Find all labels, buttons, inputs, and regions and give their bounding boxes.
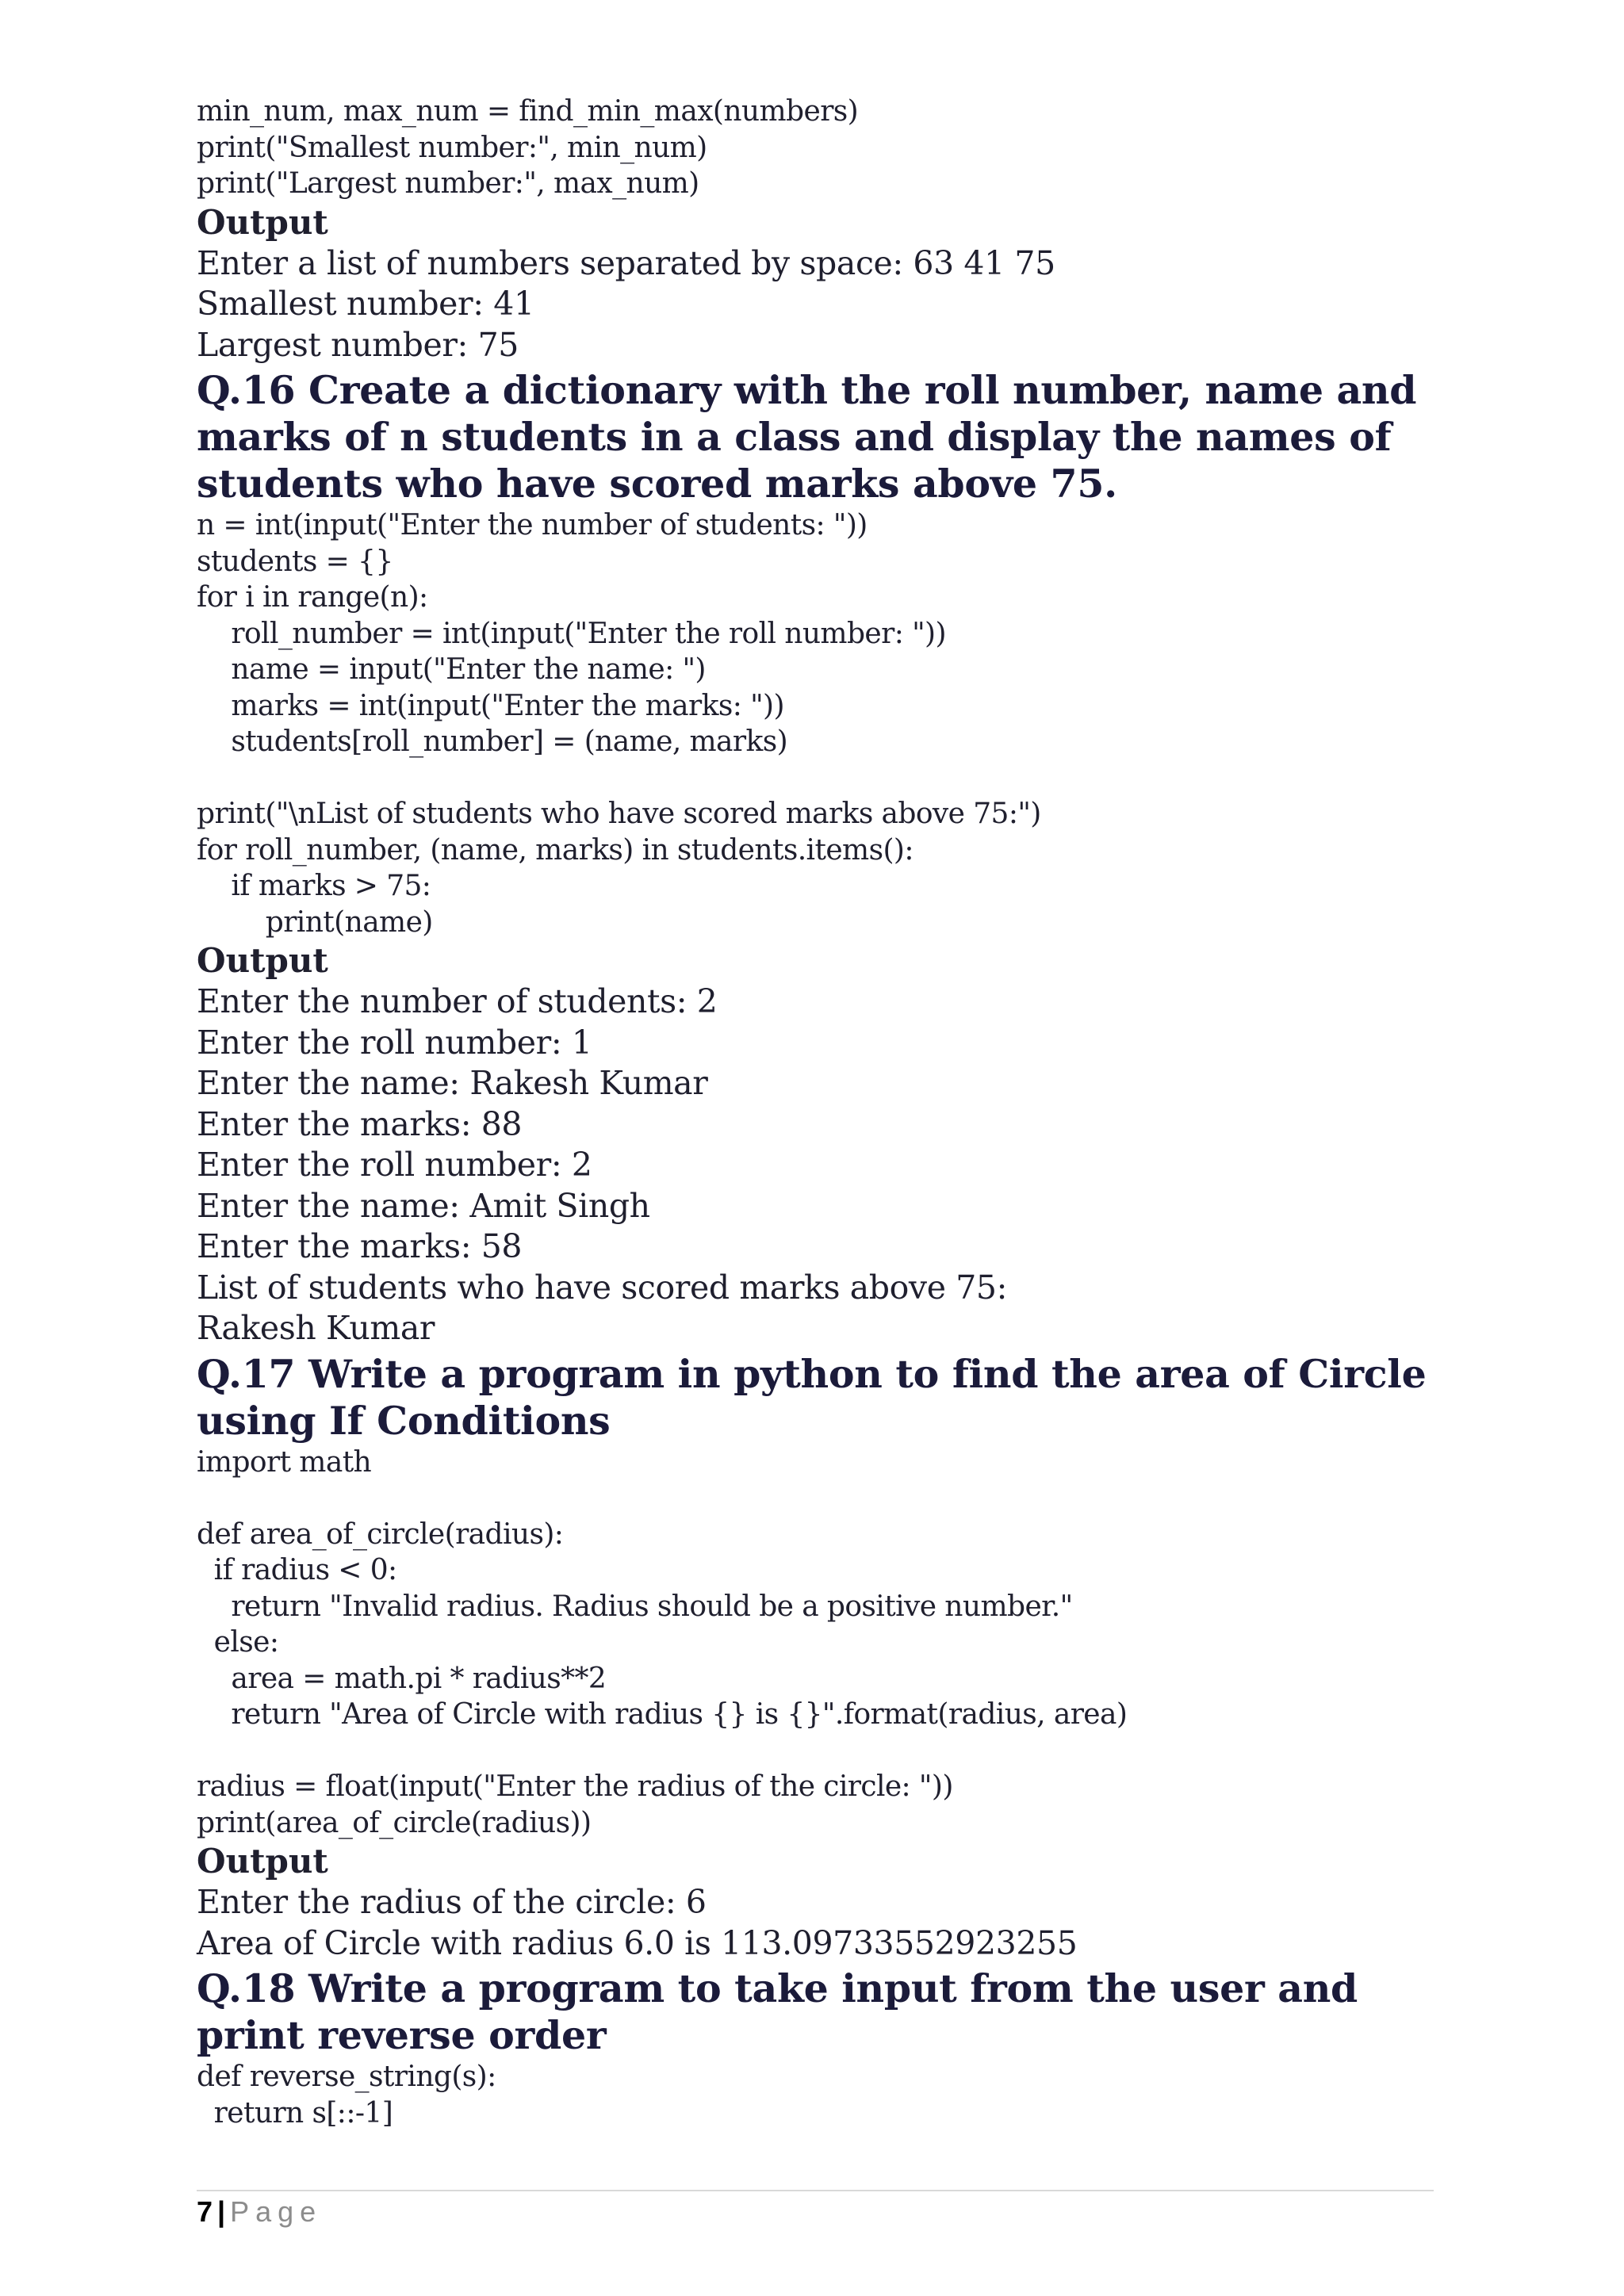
code-line: return "Area of Circle with radius {} is {}".format(radius, area) <box>197 1698 1128 1731</box>
code-line: area = math.pi * radius**2 <box>197 1662 607 1695</box>
page-footer <box>197 2195 322 2229</box>
code-block <box>197 2059 1434 2131</box>
output-line: Area of Circle with radius 6.0 is 113.09733552923255 <box>197 1923 1078 1962</box>
code-line: print("Largest number:", max_num) <box>197 167 699 200</box>
code-line: if marks > 75: <box>197 870 431 902</box>
code-block <box>197 507 1434 940</box>
code-line: n = int(input("Enter the number of students: ")) <box>197 509 868 541</box>
footer-separator: | <box>217 2195 226 2228</box>
output-line: Largest number: 75 <box>197 325 519 364</box>
output-block <box>197 982 1434 1349</box>
code-line: print("Smallest number:", min_num) <box>197 131 707 164</box>
code-block <box>197 1445 1434 1842</box>
code-line: min_num, max_num = find_min_max(numbers) <box>197 95 859 128</box>
code-block <box>197 94 1434 202</box>
output-line: Enter the name: Amit Singh <box>197 1186 650 1225</box>
code-line: roll_number = int(input("Enter the roll number: ")) <box>197 617 946 650</box>
code-line: radius = float(input("Enter the radius of the circle: ")) <box>197 1770 953 1803</box>
code-line: return s[::-1] <box>197 2096 393 2130</box>
code-line: name = input("Enter the name: ") <box>197 653 706 686</box>
output-line: Enter the name: Rakesh Kumar <box>197 1064 708 1102</box>
output-block <box>197 1882 1434 1964</box>
code-line: import math <box>197 1445 372 1479</box>
code-line <box>197 760 1434 797</box>
code-line: print(name) <box>197 905 433 939</box>
code-line: return "Invalid radius. Radius should be a positive number." <box>197 1590 1073 1623</box>
output-line: List of students who have scored marks above 75: <box>197 1268 1007 1307</box>
output-line: Enter the marks: 58 <box>197 1227 523 1265</box>
code-line: marks = int(input("Enter the marks: ")) <box>197 689 784 722</box>
output-line: Enter the marks: 88 <box>197 1104 523 1143</box>
code-line: print(area_of_circle(radius)) <box>197 1806 592 1839</box>
page-word: Page <box>230 2195 323 2228</box>
output-block <box>197 243 1434 366</box>
code-line: students[roll_number] = (name, marks) <box>197 725 788 758</box>
code-line: print("\nList of students who have scored marks above 75:") <box>197 798 1041 830</box>
output-label: Output <box>197 202 328 242</box>
code-line: def area_of_circle(radius): <box>197 1517 564 1551</box>
page-number: 7 <box>197 2195 213 2228</box>
code-line <box>197 1733 1434 1770</box>
output-label: Output <box>197 1842 328 1881</box>
code-line <box>197 1480 1434 1517</box>
question-heading-q18: Q.18 Write a program to take input from the user and print reverse order <box>197 1965 1358 2058</box>
code-line: for i in range(n): <box>197 581 428 614</box>
code-line: for roll_number, (name, marks) in students.items(): <box>197 833 914 867</box>
question-heading-q17: Q.17 Write a program in python to find the area of Circle using If Conditions <box>197 1350 1427 1444</box>
footer-divider <box>197 2190 1434 2191</box>
output-line: Enter the roll number: 2 <box>197 1146 592 1184</box>
output-line: Enter the roll number: 1 <box>197 1023 592 1062</box>
output-line: Enter the radius of the circle: 6 <box>197 1883 707 1921</box>
output-line: Enter the number of students: 2 <box>197 982 718 1020</box>
document-body <box>197 94 1434 2131</box>
output-line: Smallest number: 41 <box>197 285 534 323</box>
output-label: Output <box>197 941 328 980</box>
output-line: Enter a list of numbers separated by space: 63 41 75 <box>197 243 1055 282</box>
question-heading-q16: Q.16 Create a dictionary with the roll number, name and marks of n students in a class and display the names of students who have scored marks above 75. <box>197 367 1417 507</box>
code-line: def reverse_string(s): <box>197 2061 496 2093</box>
code-line: if radius < 0: <box>197 1554 397 1586</box>
code-line: else: <box>197 1626 279 1659</box>
code-line: students = {} <box>197 545 393 578</box>
output-line: Rakesh Kumar <box>197 1309 435 1347</box>
